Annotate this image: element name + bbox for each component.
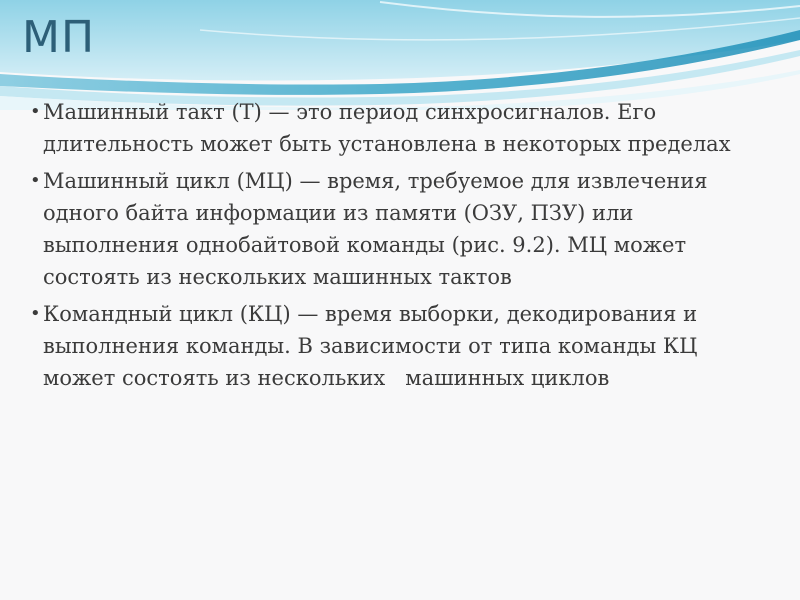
bullet-item (30, 298, 775, 394)
bullet-dot-icon: • (30, 170, 41, 191)
bullet-text: Машинный цикл (МЦ) — время, требуемое для извлечения одного байта информации из памяти (ОЗУ, ПЗУ) или выполнения однобайтовой команды (рис. 9.2). МЦ может состоять из нескольких машинных тактов (43, 169, 708, 289)
bullet-text: Командный цикл (КЦ) — время выборки, декодирования и выполнения команды. В зависимости от типа команды КЦ может состоять из нескольких машинных циклов (43, 302, 705, 390)
bullet-dot-icon: • (30, 101, 41, 122)
bullet-item (30, 165, 775, 293)
bullet-list (30, 96, 775, 399)
slide-title: МП (22, 12, 96, 63)
bullet-dot-icon: • (30, 303, 41, 324)
bullet-text: Машинный такт (Т) — это период синхросигналов. Его длительность может быть установлена в некоторых пределах (43, 100, 731, 156)
header-wave-decoration (0, 0, 800, 110)
bullet-item (30, 96, 775, 160)
